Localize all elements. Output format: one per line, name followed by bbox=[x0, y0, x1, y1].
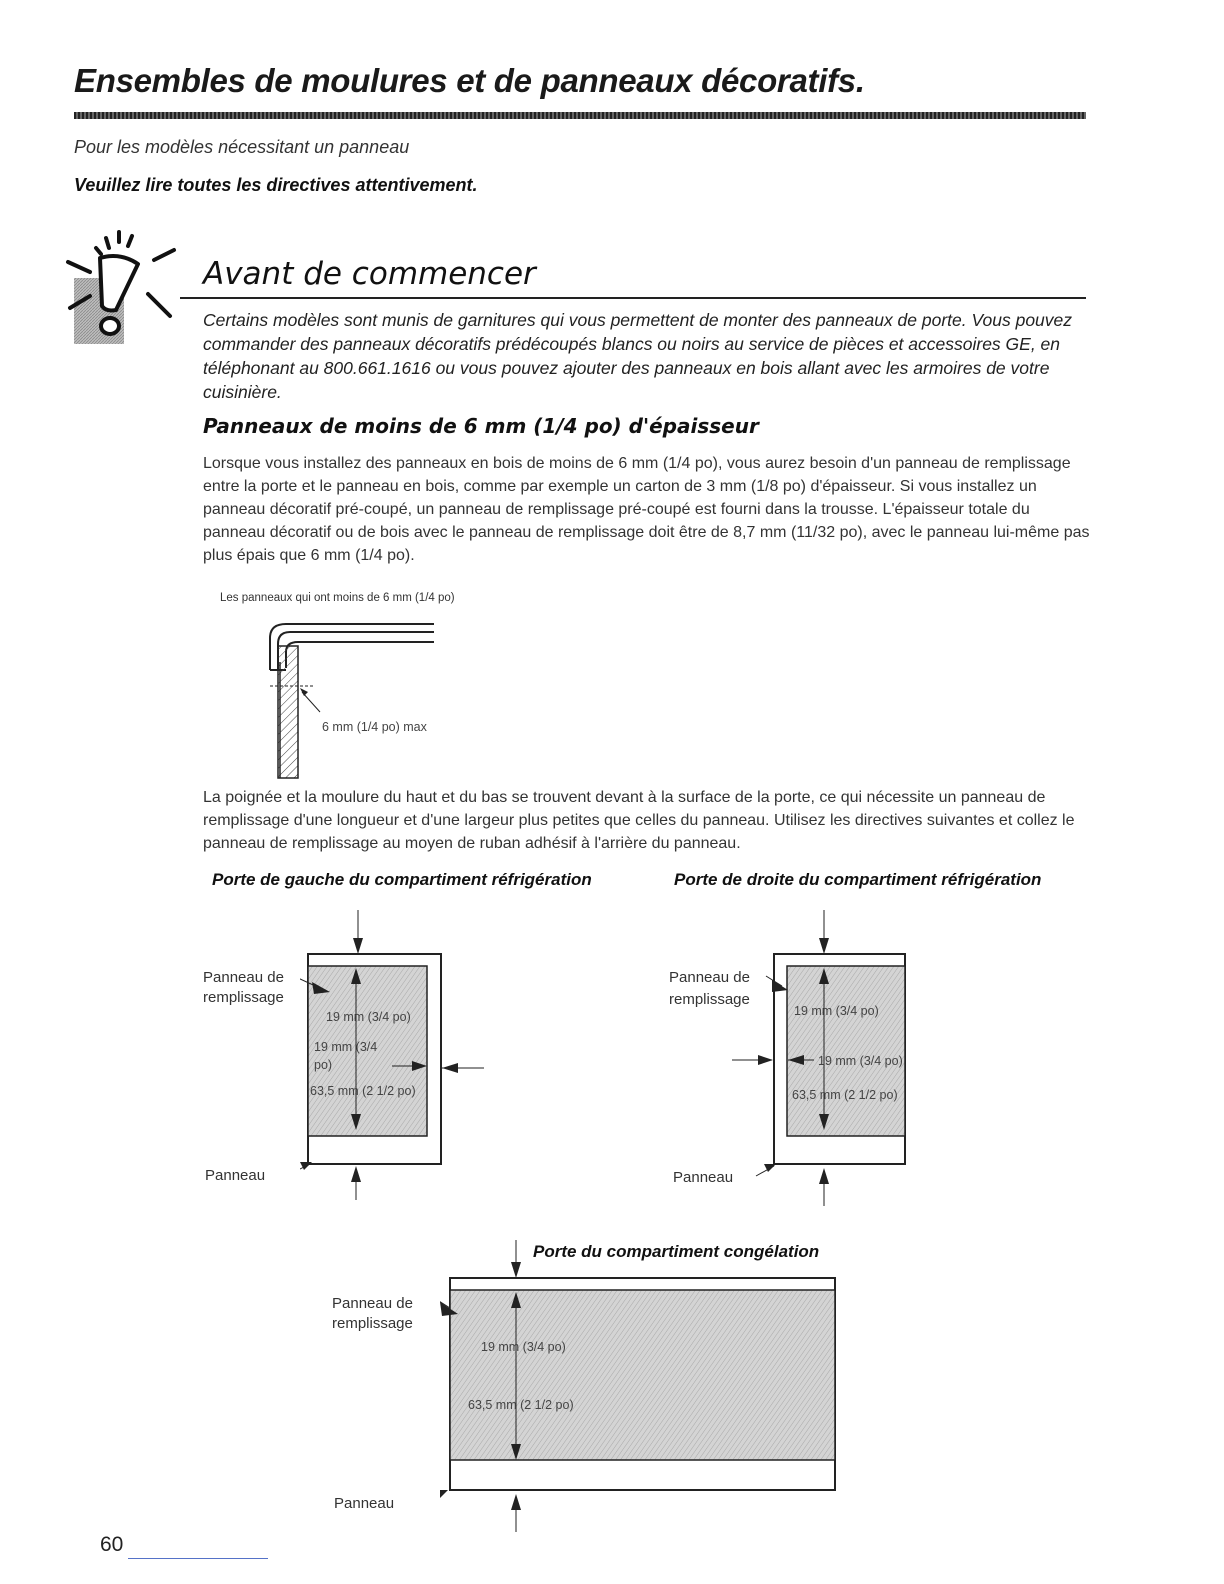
right-panel-label: Panneau bbox=[673, 1169, 734, 1186]
right-door-title: Porte de droite du compartiment réfrigération bbox=[674, 870, 1042, 889]
right-dim-top: 19 mm (3/4 po) bbox=[794, 1004, 879, 1018]
cross-section-diagram bbox=[256, 612, 456, 782]
footer-divider bbox=[128, 1558, 268, 1559]
left-filler-label-2: remplissage bbox=[203, 989, 284, 1006]
section-divider bbox=[180, 297, 1086, 299]
warning-exclamation-icon bbox=[56, 226, 184, 348]
cross-section-caption: Les panneaux qui ont moins de 6 mm (1/4 po) bbox=[220, 592, 455, 604]
right-filler-label-1: Panneau de bbox=[669, 969, 750, 986]
left-dim-top: 19 mm (3/4 po) bbox=[326, 1010, 411, 1024]
panels-thin-heading: Panneaux de moins de 6 mm (1/4 po) d'épaisseur bbox=[203, 414, 759, 438]
left-dim-side-2: po) bbox=[314, 1058, 333, 1072]
right-filler-label-2: remplissage bbox=[669, 991, 750, 1008]
intro-paragraph: Certains modèles sont munis de garnitures qui vous permettent de monter des panneaux de porte. Vous pouvez commander des panneaux décoratifs prédécoupés blancs ou noirs au service de pièces et accessoires GE, en téléphonant au 800.661.1616 ou vous pouvez ajouter des panneaux en bois allant avec les armoires de votre cuisinière. bbox=[203, 310, 1073, 402]
instruction-text: Veuillez lire toutes les directives attentivement. bbox=[74, 175, 478, 195]
freezer-door-title: Porte du compartiment congélation bbox=[533, 1242, 820, 1261]
freezer-dim-top: 19 mm (3/4 po) bbox=[481, 1340, 566, 1354]
title-divider bbox=[74, 112, 1086, 119]
left-panel-label: Panneau bbox=[205, 1167, 266, 1184]
page-title: Ensembles de moulures et de panneaux décoratifs. bbox=[74, 62, 865, 99]
freezer-panel-label: Panneau bbox=[334, 1495, 395, 1512]
left-filler-label-1: Panneau de bbox=[203, 969, 284, 986]
panels-thin-paragraph-2: La poignée et la moulure du haut et du bas se trouvent devant à la surface de la porte, ce qui nécessite un panneau de remplissage d'une longueur et d'une largeur plus petites que celles du panneau. Utilisez les directives suivantes et collez le panneau de remplissage au moyen de ruban adhésif à l'arrière du panneau. bbox=[203, 789, 1075, 852]
right-dim-bottom: 63,5 mm (2 1/2 po) bbox=[792, 1088, 898, 1102]
subtitle: Pour les modèles nécessitant un panneau bbox=[74, 137, 410, 157]
right-dim-side: 19 mm (3/4 po) bbox=[818, 1054, 903, 1068]
freezer-door-diagram bbox=[440, 1236, 840, 1536]
left-door-title: Porte de gauche du compartiment réfrigération bbox=[212, 870, 592, 889]
cross-section-dimension: 6 mm (1/4 po) max bbox=[322, 720, 427, 734]
freezer-filler-label-1: Panneau de bbox=[332, 1295, 413, 1312]
page-number: 60 bbox=[100, 1533, 124, 1556]
freezer-dim-bottom: 63,5 mm (2 1/2 po) bbox=[468, 1398, 574, 1412]
section-title: Avant de commencer bbox=[203, 256, 536, 292]
left-dim-side-1: 19 mm (3/4 bbox=[314, 1040, 378, 1054]
left-dim-bottom: 63,5 mm (2 1/2 po) bbox=[310, 1084, 416, 1098]
left-door-diagram bbox=[300, 900, 500, 1210]
panels-thin-paragraph: Lorsque vous installez des panneaux en bois de moins de 6 mm (1/4 po), vous aurez besoin d'un panneau de remplissage entre la porte et le panneau en bois, comme par exemple un carton de 3 mm (1/8 po) d'épaisseur. Si vous installez un panneau décoratif pré-coupé, un panneau de remplissage pré-coupé est fourni dans la trousse. L'épaisseur totale du panneau décoratif ou de bois avec le panneau de remplissage doit être de 8,7 mm (11/32 po), avec le panneau lui-même pas plus épais que 6 mm (1/4 po). bbox=[203, 455, 1090, 564]
freezer-filler-label-2: remplissage bbox=[332, 1315, 413, 1332]
